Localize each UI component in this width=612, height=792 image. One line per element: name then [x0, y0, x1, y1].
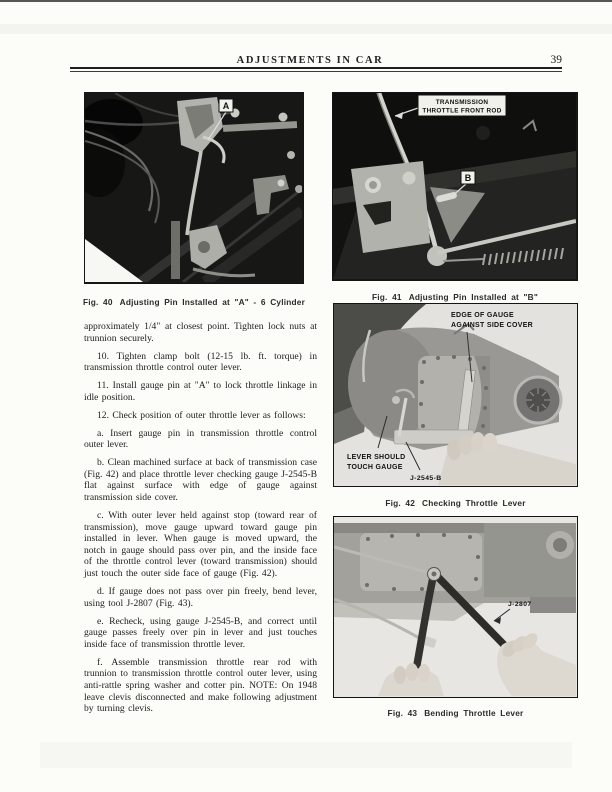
body-paragraph-step12e: e. Recheck, using gauge J-2545-B, and correct until gauge passes freely over pin in lever and just touches inside face of transmission throttle lever. [84, 615, 317, 650]
fig42-callout-top-line2: AGAINST SIDE COVER [451, 322, 534, 329]
fig40-caption-text: Adjusting Pin Installed at "A" - 6 Cylinder [119, 297, 306, 307]
fig43-caption [333, 708, 578, 718]
fig43-tool-label: J-2807 [508, 601, 532, 608]
fig41-photo [332, 92, 578, 281]
fig43-caption-text: Bending Throttle Lever [424, 708, 524, 718]
fig42-illustration [334, 304, 576, 485]
fig43-label: Fig. 43 [387, 708, 418, 718]
fig42-caption-text: Checking Throttle Lever [422, 498, 526, 508]
page-number: 39 [550, 54, 562, 66]
body-paragraph-step12f: f. Assemble transmission throttle rear rod with trunnion to transmission throttle control outer lever, using anti-rattle spring washer and cotter pin. NOTE: On 1948 leave clevis disconnected and make following adjustment by turning clevis. [84, 656, 317, 715]
fig41-caption [332, 292, 578, 302]
fig43-illustration [334, 517, 576, 696]
body-paragraph-step12c: c. With outer lever held against stop (toward rear of transmission), move gauge upward toward gauge pin installed in lever. When gauge is moved upward, the notch in gauge should pass over pin, and the inside face of the throttle control lever (toward transmission) should just touch the outer side face of gauge (Fig. 42). [84, 510, 317, 580]
fig41-caption-text: Adjusting Pin Installed at "B" [408, 292, 538, 302]
body-paragraph-step10: 10. Tighten clamp bolt (12-15 lb. ft. torque) in transmission throttle control outer lever. [84, 350, 317, 374]
fig40-label: Fig. 40 [82, 297, 113, 307]
fig42-photo [333, 303, 578, 487]
fig42-callout-left-line2: TOUCH GAUGE [347, 464, 403, 471]
fig41-illustration [333, 93, 576, 279]
body-paragraph-step12: 12. Check position of outer throttle lever as follows: [97, 409, 306, 421]
body-paragraph-continuation: approximately 1/4" at closest point. Tighten lock nuts at trunnion securely. [84, 321, 317, 344]
body-paragraph-step12d: d. If gauge does not pass over pin freely, bend lever, using tool J-2807 (Fig. 43). [84, 586, 317, 609]
header-rule [70, 67, 562, 72]
fig40-photo [84, 92, 304, 284]
body-paragraph-step11: 11. Install gauge pin at "A" to lock throttle linkage in idle position. [84, 380, 317, 403]
scan-band [0, 24, 612, 34]
body-text-column [84, 321, 317, 721]
fig41-callout-line2: THROTTLE FRONT ROD [422, 107, 502, 115]
transmission-case [334, 523, 576, 621]
fig41-label: Fig. 41 [372, 292, 402, 302]
scan-edge-top [0, 0, 612, 2]
fig40-illustration [85, 93, 302, 282]
fig43-photo [333, 516, 578, 698]
fig40-caption [74, 297, 314, 307]
fig42-callout-top-line1: EDGE OF GAUGE [451, 312, 515, 319]
page-header-title: ADJUSTMENTS IN CAR [236, 55, 384, 66]
fig42-callout-left-line1: LEVER SHOULD [347, 454, 406, 461]
marker-b-label: B [464, 173, 472, 183]
fig41-callout-line1: TRANSMISSION [435, 99, 489, 106]
body-paragraph-step12b: b. Clean machined surface at back of transmission case (Fig. 42) and place throttle lever checking gauge J-2545-B flat against surface with edge of gauge against transmission side cover. [84, 457, 317, 504]
fig42-tool-label: J-2545-B [410, 475, 442, 482]
scan-band-bottom [40, 742, 572, 768]
fig42-label: Fig. 42 [385, 498, 416, 508]
fig42-caption [333, 498, 578, 508]
body-paragraph-step12a: a. Insert gauge pin in transmission throttle control outer lever. [84, 427, 317, 451]
marker-a-label: A [222, 101, 230, 111]
